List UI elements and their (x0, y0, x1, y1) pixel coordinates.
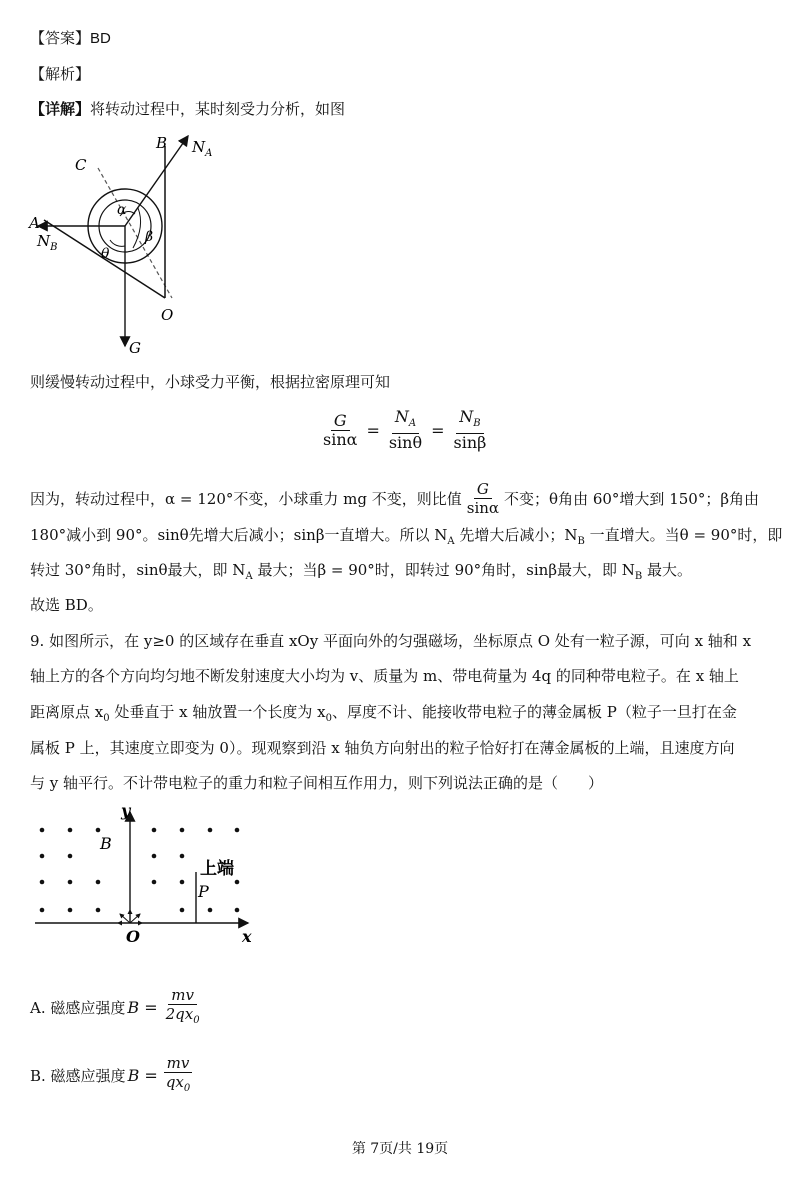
lami-equation: $\frac{G}{\sin\alpha}$ = $\frac{N_A}{\sin\theta}$ = $\frac{N_B}{\sin\beta}$ (318, 408, 491, 452)
particle-directions (118, 910, 142, 923)
page-footer: 第 7页/共 19页 (351, 1141, 449, 1157)
force-diagram (25, 128, 225, 363)
magnetic-field-diagram (30, 800, 260, 948)
because-line-1: 因为，转动过程中， α = 120°不变，小球重力 mg 不变，则比值 $\frac{G}{\sin\alpha}$ 不变；θ角由 60°增大到 150°；β角由 (30, 480, 760, 517)
option-b-fraction: $\frac{mv}{qx_0}$ (163, 1054, 193, 1098)
detail-label: 【详解】 (30, 100, 91, 118)
detail-text: 将转动过程中，某时刻受力分析，如图 (90, 100, 346, 118)
question-9-line-5: 与 y 轴平行。不计带电粒子的重力和粒子间相互作用力，则下列说法正确的是（ ） (30, 774, 604, 792)
label-beta: β (145, 229, 154, 245)
label-alpha: α (117, 202, 127, 218)
fraction-g: $\frac{G}{\sin\alpha}$ (323, 410, 358, 449)
conclusion: 故选 BD。 (30, 596, 103, 614)
option-a-fraction: $\frac{mv}{2qx_0}$ (165, 986, 200, 1026)
analysis-label: 【解析】 (30, 65, 91, 83)
label-c: C (75, 156, 87, 174)
question-9-line-2: 轴上方的各个方向均匀地不断发射速度大小均为 v、质量为 m、带电荷量为 4q 的同种带电粒子。在 x 轴上 (30, 667, 739, 685)
because-line-2: 180°减小到 90°。sinθ先增大后减小；sinβ一直增大。所以 $N_A$ 先增大后减小；$N_B$ 一直增大。当θ = 90°时，即 (30, 526, 783, 547)
option-a[interactable]: A. 磁感应强度 B = $\frac{mv}{2qx_0}$ (30, 986, 205, 1030)
axis-y-label: y (121, 801, 131, 820)
origin-o-label: O (126, 927, 140, 946)
question-9-line-4: 属板 P 上，其速度立即变为 0）。现观察到沿 x 轴负方向射出的粒子恰好打在薄金属板的上端，且速度方向 (30, 739, 735, 757)
plate-p-label: P (198, 882, 209, 901)
plate-top-label: 上端 (200, 859, 234, 879)
answer-line (30, 28, 111, 49)
axis-x-label: x (242, 927, 252, 946)
label-o: O (161, 306, 174, 324)
fraction-na: $\frac{N_A}{\sin\theta}$ (388, 407, 423, 453)
answer-label: 【答案】 (30, 29, 91, 47)
answer-value: BD (90, 30, 111, 47)
label-theta: θ (101, 246, 110, 262)
label-b: B (156, 134, 168, 152)
field-b-label: B (100, 834, 112, 853)
fraction-nb: $\frac{N_B}{\sin\beta}$ (453, 407, 487, 453)
question-9-line-1: 9. 如图所示，在 y≥0 的区域存在垂直 xOy 平面向外的匀强磁场，坐标原点 O 处有一粒子源，可向 x 轴和 x (30, 632, 752, 650)
option-b[interactable]: B. 磁感应强度 B = $\frac{mv}{qx_0}$ (30, 1054, 195, 1098)
label-g: G (129, 339, 141, 357)
label-nb: $N_B$ (37, 232, 58, 253)
detail-line (30, 99, 345, 119)
because-line-3: 转过 30°角时，sinθ最大，即 $N_A$ 最大；当β = 90°时，即转过 90°角时，sinβ最大，即 $N_B$ 最大。 (30, 561, 693, 582)
question-9-line-3: 距离原点 $x_0$ 处垂直于 x 轴放置一个长度为 $x_0$、厚度不计、能接收带电粒子的薄金属板 P（粒子一旦打在金 (30, 703, 737, 724)
ratio-fraction: $\frac{G}{\sin\alpha}$ (466, 480, 500, 517)
label-na: $N_A$ (192, 138, 213, 159)
balance-paragraph: 则缓慢转动过程中，小球受力平衡，根据拉密原理可知 (30, 373, 391, 391)
label-a: A (29, 214, 40, 232)
angle-theta-arc (110, 240, 125, 246)
